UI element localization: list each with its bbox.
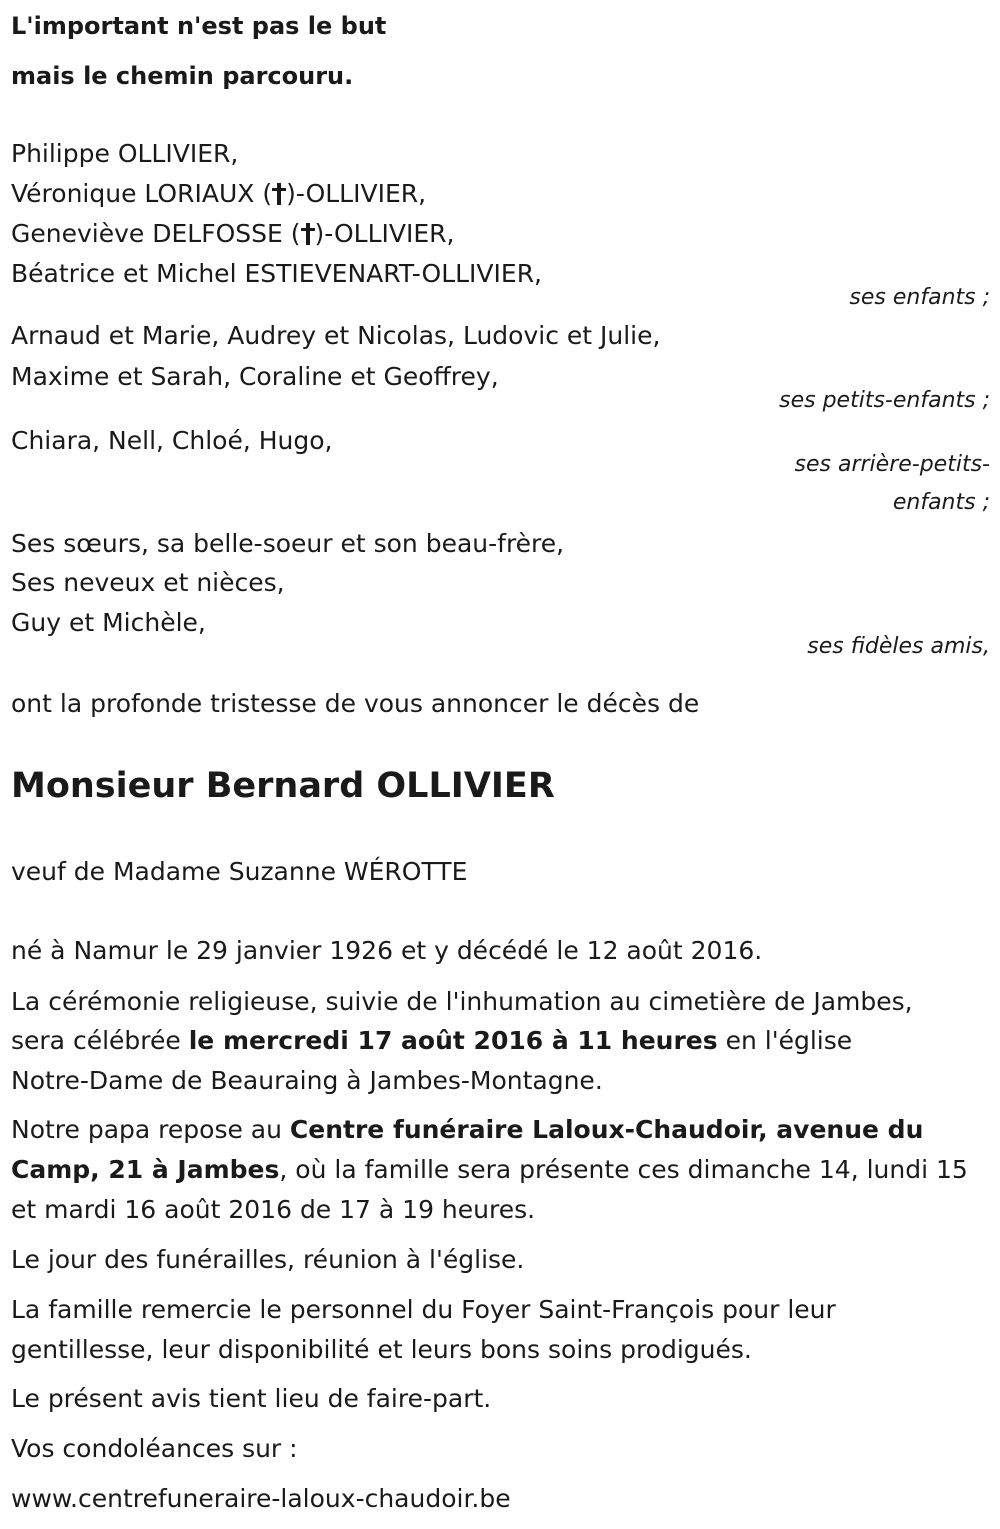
others-line-2: Ses neveux et nièces, (11, 568, 285, 597)
ceremony-date: le mercredi 17 août 2016 à 11 heures (188, 1026, 718, 1055)
others-label: ses fidèles amis, (807, 634, 990, 659)
ceremony-prefix: sera célébrée (11, 1026, 189, 1055)
condolences: Vos condoléances sur : (11, 1434, 298, 1463)
grandchildren-label: ses petits-enfants ; (779, 388, 990, 413)
announcement: ont la profonde tristesse de vous annoncer le décès de (11, 689, 700, 718)
ceremony-line-1: La cérémonie religieuse, suivie de l'inhumation au cimetière de Jambes, (11, 987, 913, 1016)
children-label: ses enfants ; (849, 285, 990, 310)
child-2 (11, 178, 426, 210)
great-grandchildren-label-1: ses arrière-petits- (794, 452, 990, 477)
others-line-3: Guy et Michèle, (11, 608, 206, 637)
quote-line-2: mais le chemin parcouru. (11, 62, 354, 90)
child-3 (11, 218, 454, 250)
ceremony-suffix: en l'église (717, 1026, 853, 1055)
child-2-suffix: )-OLLIVIER, (286, 179, 427, 208)
grandchildren-line-2: Maxime et Sarah, Coraline et Geoffrey, (11, 362, 499, 391)
child-2-name: Véronique LORIAUX ( (11, 179, 273, 208)
great-grandchildren-line: Chiara, Nell, Chloé, Hugo, (11, 426, 333, 455)
repose-prefix: Notre papa repose au (11, 1115, 290, 1144)
child-1: Philippe OLLIVIER, (11, 139, 239, 168)
great-grandchildren-label-2: enfants ; (892, 490, 990, 515)
others-line-1: Ses sœurs, sa belle-soeur et son beau-frère, (11, 529, 565, 558)
child-4: Béatrice et Michel ESTIEVENART-OLLIVIER, (11, 259, 543, 288)
widower-of: veuf de Madame Suzanne WÉROTTE (11, 857, 468, 886)
repose-location-1: Centre funéraire Laloux-Chaudoir, avenue du (289, 1115, 924, 1144)
notice: Le présent avis tient lieu de faire-part. (11, 1384, 492, 1413)
repose-suffix: , où la famille sera présente ces dimanche 14, lundi 15 (279, 1155, 968, 1184)
cross-icon (272, 183, 286, 203)
grandchildren-line-1: Arnaud et Marie, Audrey et Nicolas, Ludovic et Julie, (11, 321, 661, 350)
quote-line-1: L'important n'est pas le but (11, 12, 387, 40)
birth-death: né à Namur le 29 janvier 1926 et y décédé le 12 août 2016. (11, 936, 763, 965)
child-3-name: Geneviève DELFOSSE ( (11, 219, 301, 248)
repose-line-1 (11, 1114, 923, 1146)
child-3-suffix: )-OLLIVIER, (314, 219, 455, 248)
website-link[interactable]: www.centrefuneraire-laloux-chaudoir.be (11, 1484, 511, 1513)
cross-icon (301, 223, 315, 243)
repose-line-3: et mardi 16 août 2016 de 17 à 19 heures. (11, 1195, 536, 1224)
funeral-day: Le jour des funérailles, réunion à l'église. (11, 1245, 525, 1274)
ceremony-line-3: Notre-Dame de Beauraing à Jambes-Montagne. (11, 1066, 603, 1095)
repose-location-2: Camp, 21 à Jambes (11, 1155, 280, 1184)
ceremony-line-2 (11, 1025, 852, 1057)
thanks-line-2: gentillesse, leur disponibilité et leurs bons soins prodigués. (11, 1335, 752, 1364)
repose-line-2 (11, 1154, 968, 1186)
deceased-name: Monsieur Bernard OLLIVIER (11, 766, 555, 806)
thanks-line-1: La famille remercie le personnel du Foyer Saint-François pour leur (11, 1295, 836, 1324)
